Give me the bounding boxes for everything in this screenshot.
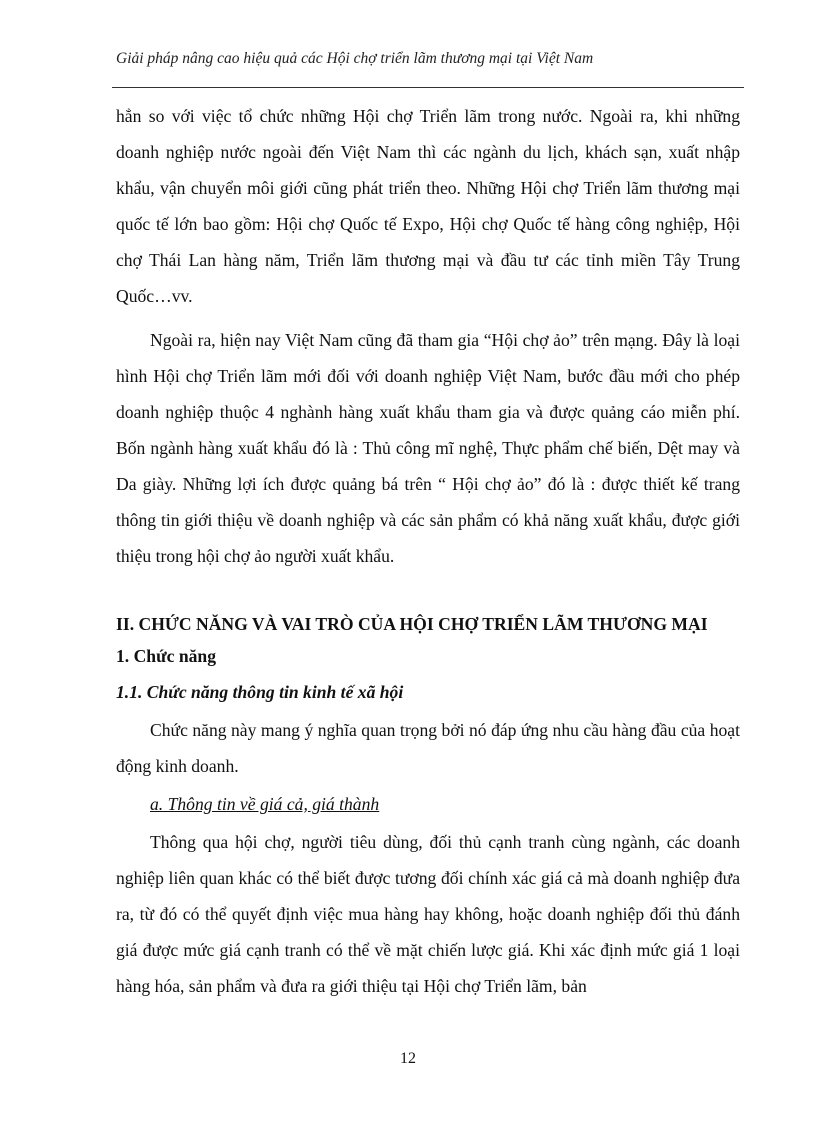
running-header: Giải pháp nâng cao hiệu quả các Hội chợ triển lãm thương mại tại Việt Nam	[116, 50, 594, 67]
paragraph-virtual-fair: Ngoài ra, hiện nay Việt Nam cũng đã tham gia “Hội chợ ảo” trên mạng. Đây là loại hình Hội chợ Triển lãm mới đối với doanh nghiệp Việt Nam, bước đầu mới cho phép doanh nghiệp thuộc 4 nghành hàng xuất khẩu tham gia và được quảng cáo miễn phí. Bốn ngành hàng xuất khẩu đó là : Thủ công mĩ nghệ, Thực phẩm chế biến, Dệt may và Da giày. Những lợi ích được quảng bá trên “ Hội chợ ảo” đó là : được thiết kế trang thông tin giới thiệu về doanh nghiệp và các sản phẩm có khả năng xuất khẩu, được giới thiệu trong hội chợ ảo người xuất khẩu.	[116, 330, 740, 566]
header-divider	[112, 87, 744, 88]
page-number: 12	[400, 1050, 416, 1067]
paragraph-price-info: Thông qua hội chợ, người tiêu dùng, đối thủ cạnh tranh cùng ngành, các doanh nghiệp liên quan khác có thể biết được tương đối chính xác giá cả mà doanh nghiệp đưa ra, từ đó có thể quyết định việc mua hàng hay không, hoặc doanh nghiệp đối thủ đánh giá được mức giá cạnh tranh có thể về mặt chiến lược giá. Khi xác định mức giá 1 loại hàng hóa, sản phẩm và đưa ra giới thiệu tại Hội chợ Triển lãm, bản	[116, 832, 740, 996]
page-body	[116, 98, 740, 1004]
paragraph-spacer	[116, 314, 740, 322]
subheading-price-info: a. Thông tin về giá cả, giá thành	[150, 794, 380, 814]
subheading-info-function: 1.1. Chức năng thông tin kinh tế xã hội	[116, 682, 404, 702]
section-heading: II. CHỨC NĂNG VÀ VAI TRÒ CỦA HỘI CHỢ TRIỂN LÃM THƯƠNG MẠI	[116, 614, 708, 634]
section-spacer	[116, 574, 740, 608]
paragraph-continued: hẳn so với việc tổ chức những Hội chợ Triển lãm trong nước. Ngoài ra, khi những doanh nghiệp nước ngoài đến Việt Nam thì các ngành du lịch, khách sạn, xuất nhập khẩu, vận chuyển môi giới cũng phát triển theo. Những Hội chợ Triển lãm thương mại quốc tế lớn bao gồm: Hội chợ Quốc tế Expo, Hội chợ Quốc tế hàng công nghiệp, Hội chợ Thái Lan hàng năm, Triển lãm thương mại và đầu tư các tỉnh miền Tây Trung Quốc…vv.	[116, 106, 740, 306]
subheading-functions: 1. Chức năng	[116, 646, 217, 666]
paragraph-function-intro: Chức năng này mang ý nghĩa quan trọng bởi nó đáp ứng nhu cầu hàng đầu của hoạt động kinh doanh.	[116, 720, 740, 776]
